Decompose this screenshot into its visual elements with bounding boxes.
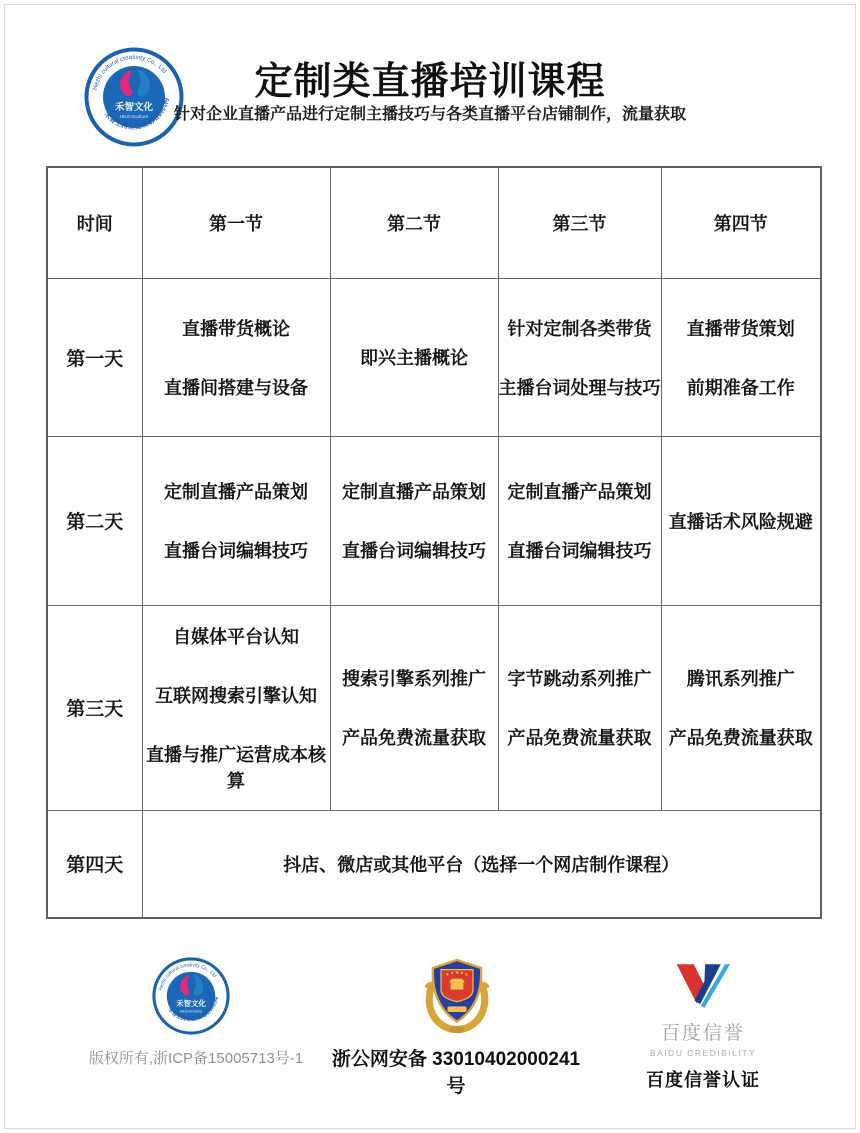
day-label-3: 第三天 — [47, 605, 142, 810]
cell-line: 前期准备工作 — [686, 377, 795, 398]
police-record-text: 浙公网安备 33010402000241号 — [331, 1049, 581, 1097]
cell-line: 字节跳动系列推广 — [507, 669, 652, 689]
schedule-cell — [498, 436, 661, 605]
logo-center-name: 禾智文化 — [114, 102, 154, 113]
cell-line: 直播话术风险规避 — [668, 511, 813, 532]
day-label-2: 第二天 — [47, 436, 142, 605]
table-row-day1 — [47, 278, 821, 436]
col-header-session4: 第四节 — [661, 167, 821, 278]
day-label-4: 第四天 — [47, 810, 142, 918]
cell-line: 定制直播产品策划 — [342, 482, 486, 502]
logo-ring-text-top: Hezhi cultural creativity Co., Ltd — [158, 963, 217, 992]
cell-line: 直播台词编辑技巧 — [507, 541, 652, 561]
baidu-credibility-title: 百度信誉 — [660, 1023, 745, 1044]
cell-line: 产品免费流量获取 — [342, 728, 486, 748]
schedule-cell — [498, 605, 661, 810]
schedule-cell — [330, 605, 498, 810]
icp-record-text: 版权所有,浙ICP备15005713号-1 — [88, 1050, 304, 1067]
cell-line: 产品免费流量获取 — [668, 728, 813, 748]
baidu-credibility-block — [633, 960, 773, 1092]
col-header-session2: 第二节 — [330, 167, 498, 278]
cell-line: 搜索引擎系列推广 — [342, 669, 486, 689]
cell-line: 直播带货策划 — [686, 318, 795, 339]
cell-line: 产品免费流量获取 — [507, 728, 652, 748]
police-badge-icon — [417, 953, 497, 1039]
schedule-cell — [661, 436, 821, 605]
col-header-time: 时间 — [47, 167, 142, 278]
baidu-credibility-cert-text: 百度信誉认证 — [646, 1070, 760, 1090]
page-title: 定制类直播培训课程 — [254, 61, 606, 103]
cell-line: 主播台词处理与技巧 — [498, 377, 661, 398]
schedule-cell — [142, 278, 330, 436]
logo-ring-text-top: Hezhi cultural creativity Co., Ltd — [91, 53, 168, 91]
logo-center-name: 禾智文化 — [176, 999, 206, 1009]
table-row-day3 — [47, 605, 821, 810]
schedule-cell — [498, 278, 661, 436]
schedule-table — [46, 166, 822, 919]
schedule-cell — [330, 436, 498, 605]
schedule-cell-merged: 抖店、微店或其他平台（选择一个网店制作课程） — [142, 810, 821, 918]
schedule-cell — [142, 605, 330, 810]
cell-line: 针对定制各类带货 — [507, 318, 652, 339]
cell-line: 互联网搜索引擎认知 — [155, 685, 317, 706]
col-header-session3: 第三节 — [498, 167, 661, 278]
logo-ring-text-bottom: 禾智主持主播策划培训机构 — [102, 97, 171, 131]
baidu-credibility-subtitle: BAIDU CREDIBILITY — [649, 1048, 757, 1058]
cell-line: 直播间搭建与设备 — [164, 377, 308, 398]
page-subtitle: 针对企业直播产品进行定制主播技巧与各类直播平台店铺制作，流量获取 — [173, 106, 686, 123]
hezhi-logo-footer-icon — [152, 957, 230, 1035]
baidu-v-icon — [671, 960, 735, 1012]
day-label-1: 第一天 — [47, 278, 142, 436]
logo-ring-text-bottom: 禾智主持主播策划培训机构 — [166, 996, 221, 1023]
table-row-day2 — [47, 436, 821, 605]
cell-line: 直播与推广运营成本核算 — [146, 744, 326, 791]
schedule-cell — [661, 605, 821, 810]
col-header-session1: 第一节 — [142, 167, 330, 278]
cell-line: 直播台词编辑技巧 — [342, 541, 486, 561]
table-header-row — [47, 167, 821, 278]
cell-line: 腾讯系列推广 — [686, 669, 795, 689]
cell-line: 自媒体平台认知 — [173, 626, 299, 647]
logo-center-sub: HEZHIculture — [179, 1009, 203, 1014]
cell-line: 直播台词编辑技巧 — [164, 541, 308, 561]
table-row-day4 — [47, 810, 821, 918]
schedule-cell — [330, 278, 498, 436]
schedule-cell — [661, 278, 821, 436]
cell-line: 直播带货概论 — [182, 318, 290, 339]
cell-line: 即兴主播概论 — [360, 348, 468, 368]
schedule-cell — [142, 436, 330, 605]
logo-center-sub: HEZHIculture — [119, 115, 149, 120]
cell-line: 定制直播产品策划 — [507, 482, 652, 502]
cell-line: 定制直播产品策划 — [164, 482, 308, 502]
